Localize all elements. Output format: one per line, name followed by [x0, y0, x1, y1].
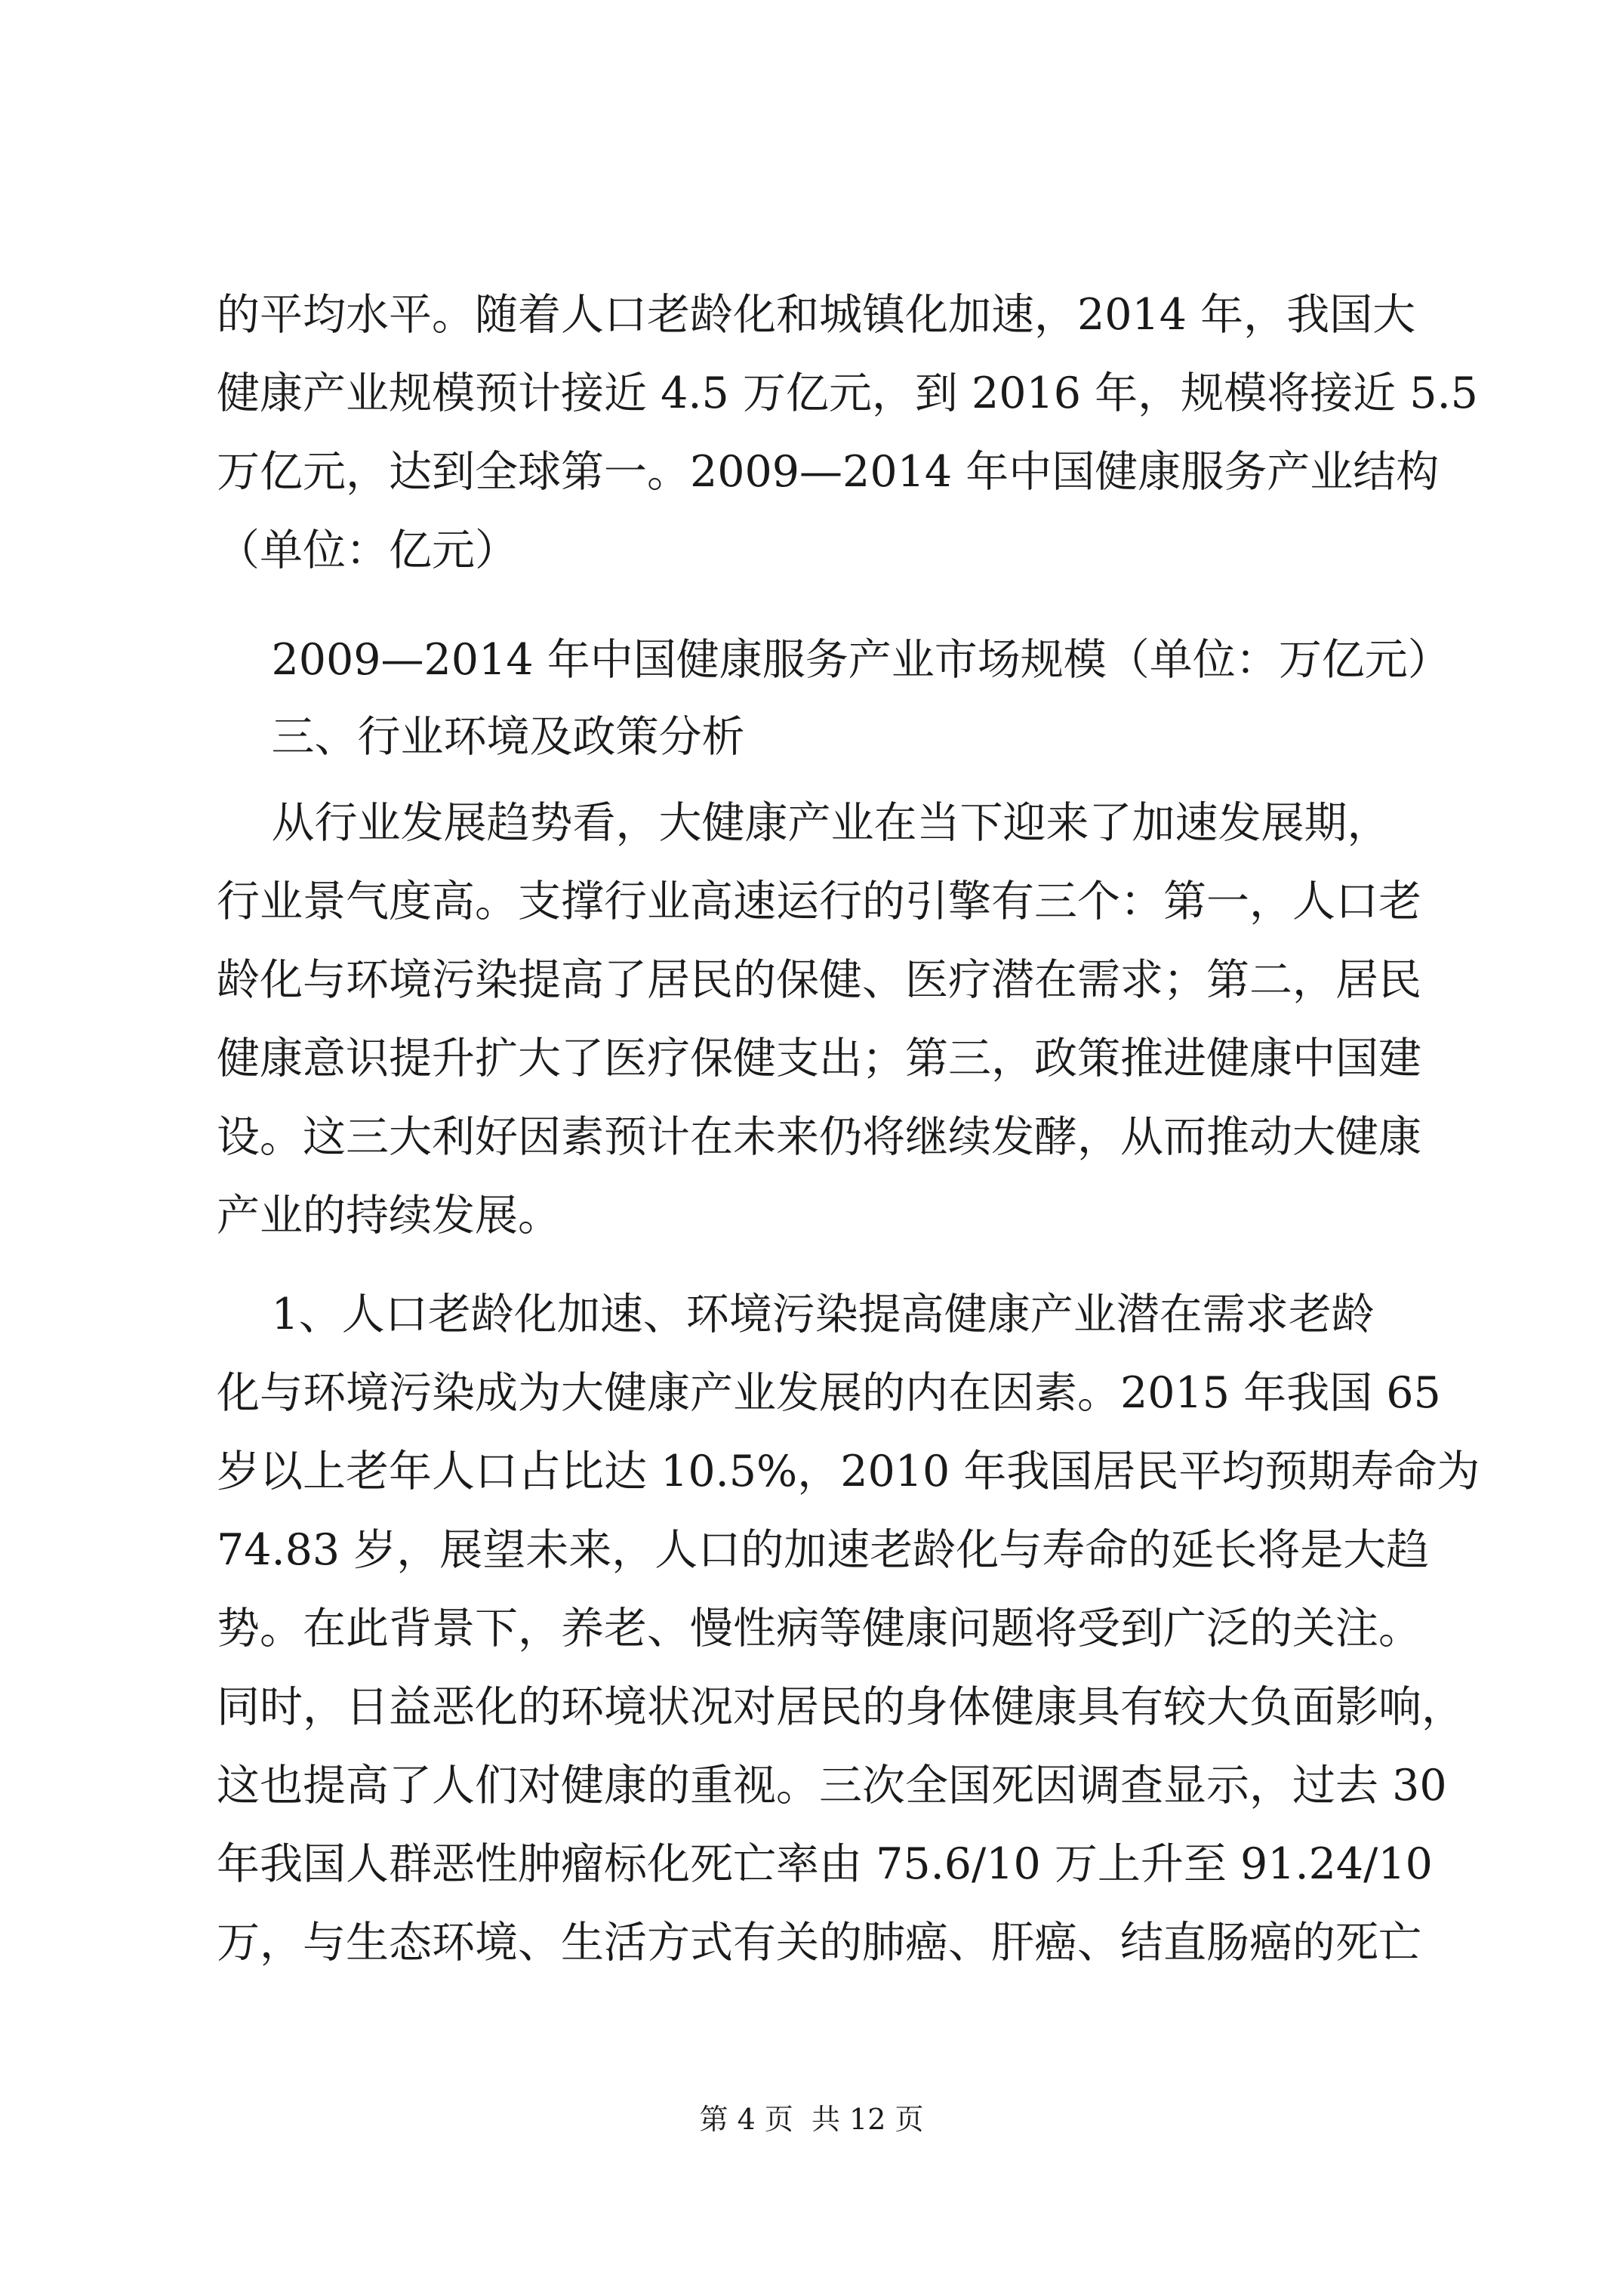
text-line: 健康意识提升扩大了医疗保健支出；第三，政策推进健康中国建: [217, 1034, 1421, 1083]
text-line: 行业景气度高。支撑行业高速运行的引擎有三个：第一，人口老: [217, 877, 1421, 926]
section-heading: 三、行业环境及政策分析: [217, 712, 745, 762]
text-line: 74.83 岁，展望未来，人口的加速老龄化与寿命的延长将是大趋: [217, 1525, 1430, 1575]
text-line: 健康产业规模预计接近 4.5 万亿元，到 2016 年，规模将接近 5.5: [217, 368, 1478, 418]
text-line: 势。在此背景下，养老、慢性病等健康问题将受到广泛的关注。: [217, 1604, 1421, 1653]
text-line: 龄化与环境污染提高了居民的保健、医疗潜在需求；第二，居民: [217, 955, 1421, 1005]
text-line: 从行业发展趋势看，大健康产业在当下迎来了加速发展期，: [217, 798, 1390, 848]
text-line: （单位：亿元）: [217, 525, 518, 575]
text-line: 设。这三大利好因素预计在未来仍将继续发酵，从而推动大健康: [217, 1112, 1421, 1162]
text-line: 年我国人群恶性肿瘤标化死亡率由 75.6/10 万上升至 91.24/10: [217, 1839, 1433, 1889]
text-line: 1、人口老龄化加速、环境污染提高健康产业潜在需求老龄: [217, 1290, 1375, 1339]
text-line: 岁以上老年人口占比达 10.5%，2010 年我国居民平均预期寿命为: [217, 1447, 1480, 1496]
text-line: 万，与生态环境、生活方式有关的肺癌、肝癌、结直肠癌的死亡: [217, 1918, 1421, 1968]
text-line: 同时，日益恶化的环境状况对居民的身体健康具有较大负面影响，: [217, 1682, 1464, 1732]
text-line: 的平均水平。随着人口老龄化和城镇化加速，2014 年，我国大: [217, 290, 1416, 340]
text-line: 这也提高了人们对健康的重视。三次全国死因调查显示，过去 30: [217, 1761, 1447, 1811]
text-line: 产业的持续发展。: [217, 1191, 561, 1240]
text-line: 2009—2014 年中国健康服务产业市场规模（单位：万亿元）: [217, 635, 1451, 685]
text-line: 化与环境污染成为大健康产业发展的内在因素。2015 年我国 65: [217, 1368, 1441, 1418]
page-footer: 第 4 页 共 12 页: [699, 2103, 924, 2136]
text-line: 万亿元，达到全球第一。2009—2014 年中国健康服务产业结构: [217, 447, 1440, 497]
